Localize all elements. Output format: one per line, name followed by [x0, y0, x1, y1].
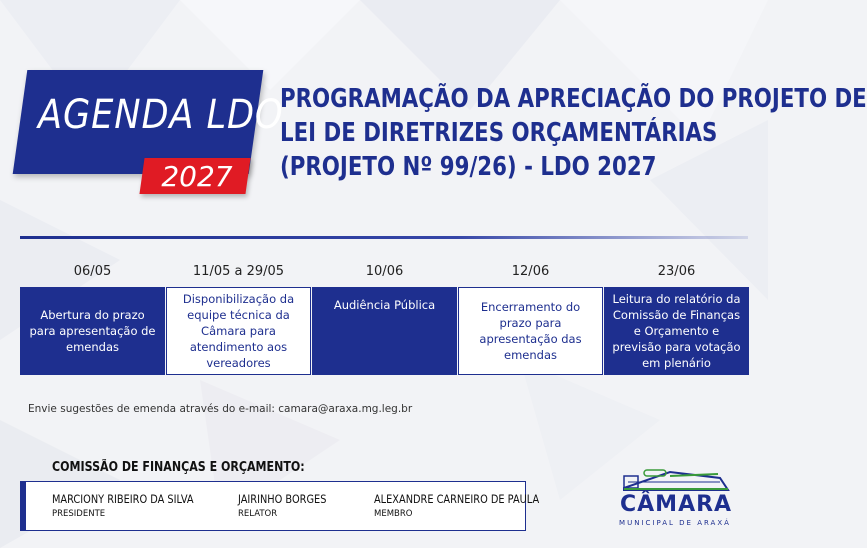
- timeline-step-1: [20, 287, 165, 375]
- logo-wordmark: CÂMARA: [620, 492, 733, 517]
- member-name: MARCIONY RIBEIRO DA SILVA: [52, 492, 194, 506]
- timeline-step-text: Leitura do relatório da Comissão de Finanças e Orçamento e previsão para votação em plenário: [612, 292, 741, 370]
- timeline-step-5: [604, 287, 749, 375]
- committee-title: COMISSÃO DE FINANÇAS E ORÇAMENTO:: [52, 460, 305, 475]
- timeline-date-4: 12/06: [511, 264, 550, 279]
- committee-member-2: [238, 492, 342, 519]
- divider: [20, 236, 748, 239]
- timeline-step-2: [166, 287, 311, 375]
- badge-title: AGENDA LDO: [38, 92, 284, 138]
- committee-member-1: [52, 492, 219, 519]
- title-line-3: (PROJETO Nº 99/26) - LDO 2027: [280, 152, 657, 182]
- timeline-step-text: Audiência Pública: [333, 298, 436, 312]
- timeline-step-4: [458, 287, 603, 375]
- member-role: RELATOR: [238, 509, 278, 519]
- timeline-date-3: 10/06: [365, 264, 404, 279]
- timeline-date-5: 23/06: [657, 264, 696, 279]
- page-title: [280, 82, 867, 184]
- committee-box: [20, 481, 540, 531]
- timeline-step-3: [312, 287, 457, 375]
- logo-subtitle: MUNICIPAL DE ARAXÁ: [619, 519, 731, 527]
- member-name: ALEXANDRE CARNEIRO DE PAULA: [374, 492, 540, 506]
- timeline-step-text: Encerramento do prazo para apresentação das emendas: [479, 300, 582, 362]
- timeline-date-2: 11/05 a 29/05: [192, 264, 285, 279]
- timeline-step-text: Abertura do prazo para apresentação de emendas: [29, 308, 156, 354]
- member-role: PRESIDENTE: [52, 509, 106, 519]
- committee-member-3: [374, 492, 568, 519]
- title-line-2: LEI DE DIRETRIZES ORÇAMENTÁRIAS: [280, 118, 718, 148]
- member-role: MEMBRO: [374, 509, 413, 519]
- badge-year: 2027: [161, 160, 233, 193]
- timeline-date-1: 06/05: [73, 264, 112, 279]
- title-line-1: PROGRAMAÇÃO DA APRECIAÇÃO DO PROJETO DE: [280, 84, 867, 114]
- timeline-step-text: Disponibilização da equipe técnica da Câmara para atendimento aos vereadores: [182, 292, 295, 370]
- email-note: Envie sugestões de emenda através do e-mail: camara@araxa.mg.leg.br: [28, 403, 413, 415]
- member-name: JAIRINHO BORGES: [238, 492, 327, 506]
